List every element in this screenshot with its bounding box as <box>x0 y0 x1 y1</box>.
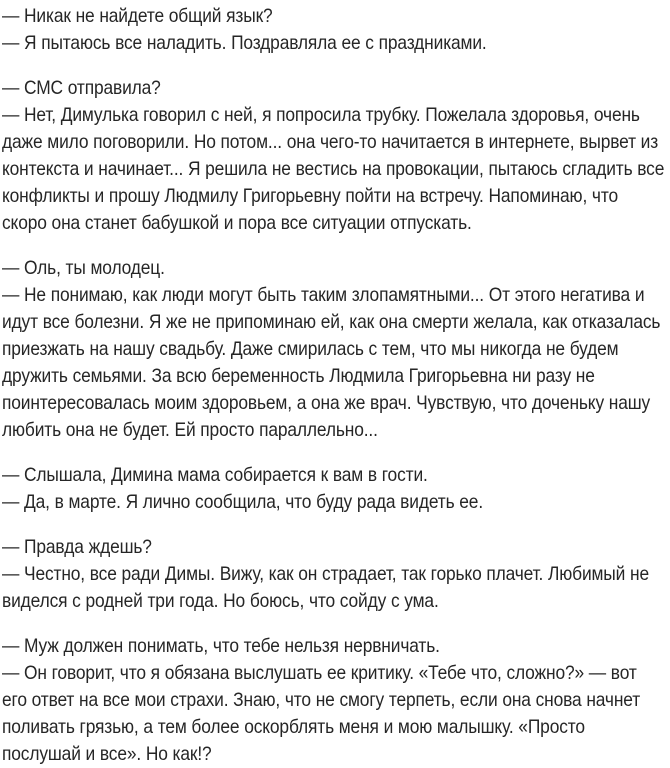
dialogue-line: — Не понимаю, как люди могут быть таким злопамятными... От этого негатива и идут все болезни. Я же не припоминаю ей, как она смерти желала, как отказалась приезжать на нашу свадьбу. Даже смирилась с тем, что мы никогда не будем дружить семьями. За всю беременность Людмила Григорьевна ни разу не поинтересовалась моим здоровьем, а она же врач. Чувствую, что доченьку нашу любить она не будет. Ей просто параллельно... <box>2 285 661 441</box>
dialogue-line: — Оль, ты молодец. <box>2 258 165 279</box>
dialogue-paragraph <box>2 633 666 768</box>
dialogue-line: — Никак не найдете общий язык? <box>2 6 273 27</box>
dialogue-line: — Слышала, Димина мама собирается к вам в гости. <box>2 465 428 486</box>
dialogue-paragraph <box>2 3 666 57</box>
dialogue-line: — Он говорит, что я обязана выслушать ее критику. «Тебе что, сложно?» — вот его ответ на все мои страхи. Знаю, что не смогу терпеть, если она снова начнет поливать грязью, а тем более оскорблять меня и мою малышку. «Просто послушай и все». Но как!? <box>2 663 641 765</box>
dialogue-paragraph <box>2 462 666 516</box>
dialogue-paragraph <box>2 534 666 615</box>
dialogue-line: — Да, в марте. Я лично сообщила, что буду рада видеть ее. <box>2 492 484 513</box>
dialogue-line: — Я пытаюсь все наладить. Поздравляла ее с праздниками. <box>2 33 487 54</box>
dialogue-line: — Честно, все ради Димы. Вижу, как он страдает, так горько плачет. Любимый не виделся с родней три года. Но боюсь, что сойду с ума. <box>2 564 649 612</box>
dialogue-line: — СМС отправила? <box>2 78 161 99</box>
dialogue-line: — Муж должен понимать, что тебе нельзя нервничать. <box>2 636 440 657</box>
dialogue-line: — Правда ждешь? <box>2 537 152 558</box>
dialogue-paragraph <box>2 75 666 237</box>
dialogue-line: — Нет, Димулька говорил с ней, я попросила трубку. Пожелала здоровья, очень даже мило поговорили. Но потом... она чего-то начитается в интернете, вырвет из контекста и начинает... Я решила не вестись на провокации, пытаюсь сгладить все конфликты и прошу Людмилу Григорьевну пойти на встречу. Напоминаю, что скоро она станет бабушкой и пора все ситуации отпускать. <box>2 105 665 234</box>
dialogue-paragraph <box>2 255 666 444</box>
